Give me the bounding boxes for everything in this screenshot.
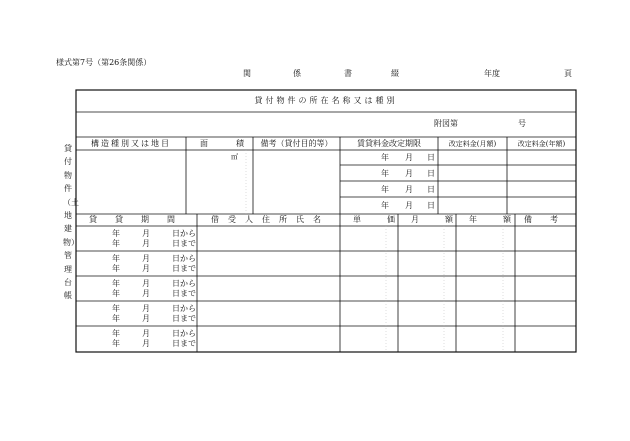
col-revised-yearly: 改定料金(年額) bbox=[517, 140, 566, 148]
period-row-2-year-to: 年 bbox=[112, 264, 120, 273]
period-row-5-year-to: 年 bbox=[112, 339, 120, 348]
period-row-4-from: 日から bbox=[172, 304, 196, 313]
col-remarks: 備考（貸付目的等） bbox=[260, 139, 333, 148]
header-kan: 関 bbox=[243, 69, 251, 78]
header-nendo: 年度 bbox=[484, 69, 500, 78]
period-row-2-year-from: 年 bbox=[112, 254, 120, 263]
col-yearly: 年額 bbox=[469, 215, 537, 224]
header-tsuzuri: 綴 bbox=[391, 69, 399, 78]
period-row-4-month-from: 月 bbox=[142, 304, 150, 313]
date-row-4-year: 年 bbox=[381, 201, 389, 210]
date-row-1-day: 日 bbox=[427, 153, 435, 162]
col-borrower: 借受人住所氏名 bbox=[211, 215, 330, 224]
header-page: 頁 bbox=[564, 69, 572, 78]
attached-suffix: 号 bbox=[518, 119, 526, 128]
date-row-3-day: 日 bbox=[427, 185, 435, 194]
period-row-4-year-from: 年 bbox=[112, 304, 120, 313]
side-title: 貸付物件（土地建物）管理台帳 bbox=[63, 144, 79, 301]
period-row-1-year-from: 年 bbox=[112, 229, 120, 238]
period-row-2-to: 日まで bbox=[172, 264, 196, 273]
form-number: 様式第7号（第26条関係） bbox=[56, 58, 152, 67]
section-title: 貸付物件の所在名称又は種別 bbox=[254, 96, 398, 105]
period-row-3-to: 日まで bbox=[172, 289, 196, 298]
col-remarks-2: 備考 bbox=[524, 215, 576, 224]
period-row-1-month-from: 月 bbox=[142, 229, 150, 238]
date-row-2-day: 日 bbox=[427, 169, 435, 178]
header-sho: 書 bbox=[344, 69, 352, 78]
attached-prefix: 附図第 bbox=[434, 119, 458, 128]
period-row-3-year-from: 年 bbox=[112, 279, 120, 288]
period-row-2-month-to: 月 bbox=[142, 264, 150, 273]
period-row-1-month-to: 月 bbox=[142, 239, 150, 248]
col-period: 貸貸期間 bbox=[89, 215, 193, 224]
header-kei: 係 bbox=[293, 69, 301, 78]
period-row-3-year-to: 年 bbox=[112, 289, 120, 298]
period-row-3-from: 日から bbox=[172, 279, 196, 288]
col-unit-price: 単価 bbox=[353, 215, 421, 224]
period-row-4-to: 日まで bbox=[172, 314, 196, 323]
period-row-2-from: 日から bbox=[172, 254, 196, 263]
period-row-5-from: 日から bbox=[172, 329, 196, 338]
period-row-2-month-from: 月 bbox=[142, 254, 150, 263]
date-row-2-month: 月 bbox=[405, 169, 413, 178]
col-structure: 構造種別又は地目 bbox=[91, 139, 171, 148]
period-row-1-to: 日まで bbox=[172, 239, 196, 248]
col-monthly: 月額 bbox=[411, 215, 479, 224]
period-row-5-month-to: 月 bbox=[142, 339, 150, 348]
col-fee-revision: 賃貸料金改定期限 bbox=[357, 139, 421, 148]
date-row-3-year: 年 bbox=[381, 185, 389, 194]
period-row-4-year-to: 年 bbox=[112, 314, 120, 323]
period-row-5-year-from: 年 bbox=[112, 329, 120, 338]
col-area: 面積 bbox=[200, 139, 272, 148]
period-row-1-from: 日から bbox=[172, 229, 196, 238]
date-row-1-month: 月 bbox=[405, 153, 413, 162]
period-row-1-year-to: 年 bbox=[112, 239, 120, 248]
date-row-4-month: 月 bbox=[405, 201, 413, 210]
date-row-1-year: 年 bbox=[381, 153, 389, 162]
period-row-5-month-from: 月 bbox=[142, 329, 150, 338]
area-unit: ㎡ bbox=[231, 153, 238, 161]
period-row-4-month-to: 月 bbox=[142, 314, 150, 323]
date-row-4-day: 日 bbox=[427, 201, 435, 210]
date-row-3-month: 月 bbox=[405, 185, 413, 194]
date-row-2-year: 年 bbox=[381, 169, 389, 178]
period-row-3-month-to: 月 bbox=[142, 289, 150, 298]
period-row-3-month-from: 月 bbox=[142, 279, 150, 288]
period-row-5-to: 日まで bbox=[172, 339, 196, 348]
col-revised-monthly: 改定料金(月額) bbox=[448, 140, 497, 148]
